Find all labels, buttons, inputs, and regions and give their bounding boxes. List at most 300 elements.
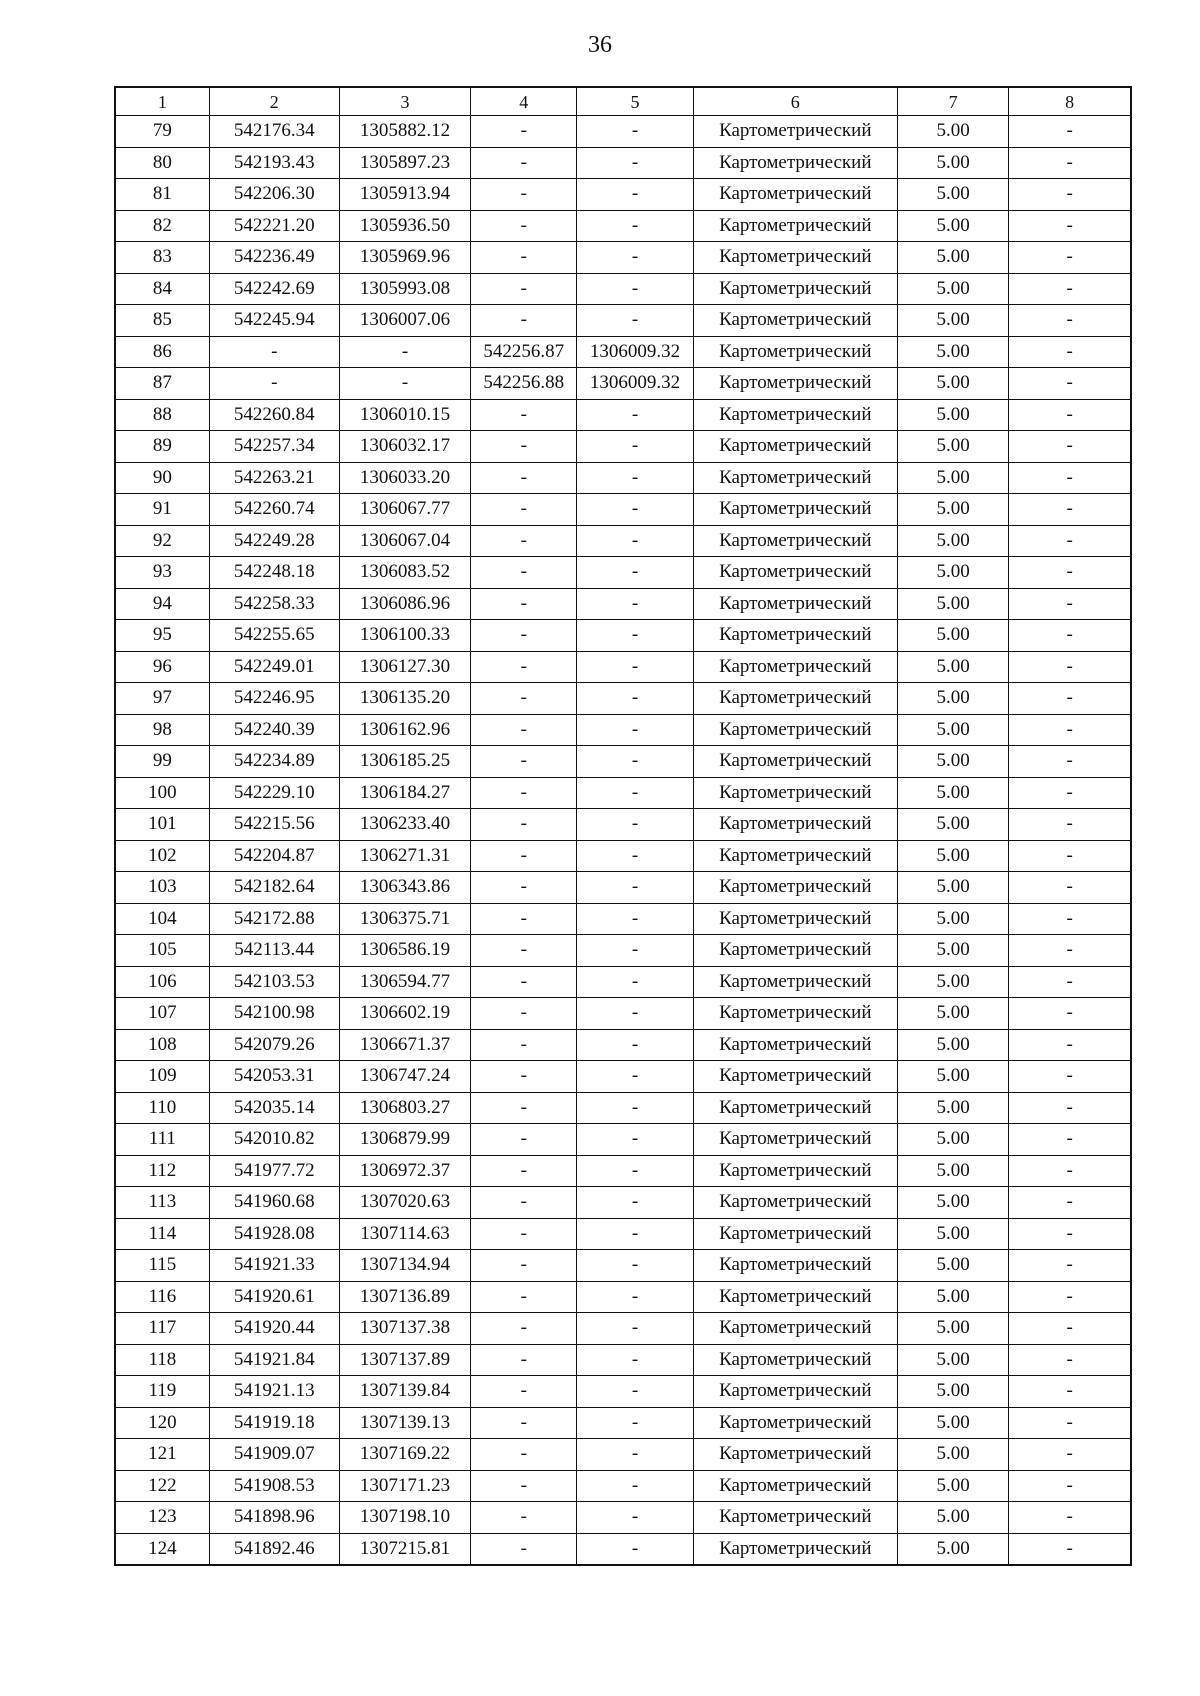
method-cell: Картометрический xyxy=(693,1407,897,1439)
note-cell: - xyxy=(1009,903,1131,935)
x-alt-coordinate-cell: - xyxy=(471,903,577,935)
accuracy-cell: 5.00 xyxy=(897,872,1008,904)
accuracy-cell: 5.00 xyxy=(897,1376,1008,1408)
x-coordinate-cell: 541921.13 xyxy=(209,1376,339,1408)
table-row xyxy=(115,746,1131,778)
x-alt-coordinate-cell: - xyxy=(471,1533,577,1565)
table-row xyxy=(115,399,1131,431)
x-coordinate-cell: 542221.20 xyxy=(209,210,339,242)
point-number-cell: 88 xyxy=(115,399,209,431)
x-alt-coordinate-cell: - xyxy=(471,651,577,683)
y-alt-coordinate-cell: - xyxy=(577,1502,693,1534)
method-cell: Картометрический xyxy=(693,147,897,179)
page-number: 36 xyxy=(588,32,612,58)
y-coordinate-cell: 1307198.10 xyxy=(339,1502,470,1534)
x-coordinate-cell: 542257.34 xyxy=(209,431,339,463)
x-alt-coordinate-cell: - xyxy=(471,462,577,494)
note-cell: - xyxy=(1009,147,1131,179)
method-cell: Картометрический xyxy=(693,1218,897,1250)
x-coordinate-cell: 542053.31 xyxy=(209,1061,339,1093)
table-row xyxy=(115,966,1131,998)
method-cell: Картометрический xyxy=(693,651,897,683)
note-cell: - xyxy=(1009,368,1131,400)
accuracy-cell: 5.00 xyxy=(897,1344,1008,1376)
x-coordinate-cell: 542255.65 xyxy=(209,620,339,652)
x-alt-coordinate-cell: - xyxy=(471,399,577,431)
x-coordinate-cell: 541909.07 xyxy=(209,1439,339,1471)
point-number-cell: 81 xyxy=(115,179,209,211)
y-alt-coordinate-cell: - xyxy=(577,714,693,746)
note-cell: - xyxy=(1009,305,1131,337)
x-coordinate-cell: 542249.01 xyxy=(209,651,339,683)
y-coordinate-cell: 1306162.96 xyxy=(339,714,470,746)
note-cell: - xyxy=(1009,557,1131,589)
y-alt-coordinate-cell: - xyxy=(577,210,693,242)
x-coordinate-cell: 542204.87 xyxy=(209,840,339,872)
note-cell: - xyxy=(1009,1502,1131,1534)
y-alt-coordinate-cell: - xyxy=(577,903,693,935)
accuracy-cell: 5.00 xyxy=(897,651,1008,683)
x-alt-coordinate-cell: - xyxy=(471,1061,577,1093)
y-alt-coordinate-cell: - xyxy=(577,1376,693,1408)
y-coordinate-cell: 1306594.77 xyxy=(339,966,470,998)
point-number-cell: 87 xyxy=(115,368,209,400)
y-alt-coordinate-cell: - xyxy=(577,1092,693,1124)
x-alt-coordinate-cell: - xyxy=(471,1439,577,1471)
accuracy-cell: 5.00 xyxy=(897,210,1008,242)
y-coordinate-cell: 1306602.19 xyxy=(339,998,470,1030)
x-alt-coordinate-cell: - xyxy=(471,872,577,904)
accuracy-cell: 5.00 xyxy=(897,620,1008,652)
y-coordinate-cell: 1307215.81 xyxy=(339,1533,470,1565)
method-cell: Картометрический xyxy=(693,462,897,494)
y-coordinate-cell: 1307020.63 xyxy=(339,1187,470,1219)
x-coordinate-cell: 541960.68 xyxy=(209,1187,339,1219)
method-cell: Картометрический xyxy=(693,1281,897,1313)
note-cell: - xyxy=(1009,935,1131,967)
y-alt-coordinate-cell: - xyxy=(577,1313,693,1345)
accuracy-cell: 5.00 xyxy=(897,1092,1008,1124)
table-row xyxy=(115,557,1131,589)
y-alt-coordinate-cell: - xyxy=(577,1155,693,1187)
note-cell: - xyxy=(1009,1250,1131,1282)
x-coordinate-cell: 542260.84 xyxy=(209,399,339,431)
y-coordinate-cell: 1305993.08 xyxy=(339,273,470,305)
accuracy-cell: 5.00 xyxy=(897,305,1008,337)
accuracy-cell: 5.00 xyxy=(897,809,1008,841)
x-alt-coordinate-cell: - xyxy=(471,1187,577,1219)
table-row xyxy=(115,179,1131,211)
x-alt-coordinate-cell: - xyxy=(471,1376,577,1408)
method-cell: Картометрический xyxy=(693,210,897,242)
y-coordinate-cell: 1305913.94 xyxy=(339,179,470,211)
accuracy-cell: 5.00 xyxy=(897,462,1008,494)
y-alt-coordinate-cell: - xyxy=(577,1187,693,1219)
y-coordinate-cell: 1305969.96 xyxy=(339,242,470,274)
point-number-cell: 108 xyxy=(115,1029,209,1061)
x-alt-coordinate-cell: - xyxy=(471,242,577,274)
method-cell: Картометрический xyxy=(693,998,897,1030)
note-cell: - xyxy=(1009,525,1131,557)
column-header: 5 xyxy=(577,87,693,116)
note-cell: - xyxy=(1009,1281,1131,1313)
column-header: 1 xyxy=(115,87,209,116)
x-alt-coordinate-cell: - xyxy=(471,777,577,809)
note-cell: - xyxy=(1009,840,1131,872)
note-cell: - xyxy=(1009,242,1131,274)
point-number-cell: 85 xyxy=(115,305,209,337)
x-coordinate-cell: 542263.21 xyxy=(209,462,339,494)
accuracy-cell: 5.00 xyxy=(897,588,1008,620)
x-alt-coordinate-cell: - xyxy=(471,557,577,589)
y-alt-coordinate-cell: - xyxy=(577,651,693,683)
x-alt-coordinate-cell: - xyxy=(471,1250,577,1282)
table-row xyxy=(115,1344,1131,1376)
table-row xyxy=(115,116,1131,148)
x-coordinate-cell: 542176.34 xyxy=(209,116,339,148)
x-coordinate-cell: 541920.44 xyxy=(209,1313,339,1345)
method-cell: Картометрический xyxy=(693,1061,897,1093)
x-coordinate-cell: 541919.18 xyxy=(209,1407,339,1439)
method-cell: Картометрический xyxy=(693,1376,897,1408)
point-number-cell: 103 xyxy=(115,872,209,904)
x-alt-coordinate-cell: - xyxy=(471,1029,577,1061)
y-alt-coordinate-cell: - xyxy=(577,494,693,526)
accuracy-cell: 5.00 xyxy=(897,1218,1008,1250)
table-row xyxy=(115,809,1131,841)
note-cell: - xyxy=(1009,1344,1131,1376)
x-coordinate-cell: 542172.88 xyxy=(209,903,339,935)
note-cell: - xyxy=(1009,1061,1131,1093)
table-row xyxy=(115,1470,1131,1502)
point-number-cell: 104 xyxy=(115,903,209,935)
y-coordinate-cell: 1306879.99 xyxy=(339,1124,470,1156)
point-number-cell: 120 xyxy=(115,1407,209,1439)
method-cell: Картометрический xyxy=(693,399,897,431)
column-header: 7 xyxy=(897,87,1008,116)
accuracy-cell: 5.00 xyxy=(897,336,1008,368)
note-cell: - xyxy=(1009,777,1131,809)
x-alt-coordinate-cell: - xyxy=(471,683,577,715)
method-cell: Картометрический xyxy=(693,1439,897,1471)
y-coordinate-cell: 1306083.52 xyxy=(339,557,470,589)
accuracy-cell: 5.00 xyxy=(897,1502,1008,1534)
method-cell: Картометрический xyxy=(693,494,897,526)
y-coordinate-cell: 1306067.04 xyxy=(339,525,470,557)
table-row xyxy=(115,525,1131,557)
method-cell: Картометрический xyxy=(693,431,897,463)
y-alt-coordinate-cell: - xyxy=(577,1124,693,1156)
x-alt-coordinate-cell: - xyxy=(471,588,577,620)
x-coordinate-cell: 541921.33 xyxy=(209,1250,339,1282)
accuracy-cell: 5.00 xyxy=(897,1124,1008,1156)
y-coordinate-cell: 1305882.12 xyxy=(339,116,470,148)
point-number-cell: 98 xyxy=(115,714,209,746)
x-alt-coordinate-cell: - xyxy=(471,1470,577,1502)
method-cell: Картометрический xyxy=(693,1313,897,1345)
note-cell: - xyxy=(1009,462,1131,494)
method-cell: Картометрический xyxy=(693,1124,897,1156)
table-row xyxy=(115,462,1131,494)
y-alt-coordinate-cell: - xyxy=(577,1439,693,1471)
point-number-cell: 92 xyxy=(115,525,209,557)
y-coordinate-cell: 1306586.19 xyxy=(339,935,470,967)
accuracy-cell: 5.00 xyxy=(897,273,1008,305)
table-row xyxy=(115,147,1131,179)
note-cell: - xyxy=(1009,966,1131,998)
table-row xyxy=(115,1061,1131,1093)
column-header: 3 xyxy=(339,87,470,116)
y-alt-coordinate-cell: - xyxy=(577,399,693,431)
method-cell: Картометрический xyxy=(693,683,897,715)
point-number-cell: 107 xyxy=(115,998,209,1030)
x-coordinate-cell: 542035.14 xyxy=(209,1092,339,1124)
y-alt-coordinate-cell: 1306009.32 xyxy=(577,368,693,400)
y-coordinate-cell: 1305936.50 xyxy=(339,210,470,242)
y-coordinate-cell: 1307139.84 xyxy=(339,1376,470,1408)
point-number-cell: 91 xyxy=(115,494,209,526)
y-coordinate-cell: 1306067.77 xyxy=(339,494,470,526)
method-cell: Картометрический xyxy=(693,1502,897,1534)
y-coordinate-cell: 1307136.89 xyxy=(339,1281,470,1313)
y-alt-coordinate-cell: - xyxy=(577,1218,693,1250)
x-alt-coordinate-cell: - xyxy=(471,431,577,463)
method-cell: Картометрический xyxy=(693,1470,897,1502)
x-coordinate-cell: 542103.53 xyxy=(209,966,339,998)
table-header-row xyxy=(115,87,1131,116)
point-number-cell: 112 xyxy=(115,1155,209,1187)
x-coordinate-cell: 542242.69 xyxy=(209,273,339,305)
method-cell: Картометрический xyxy=(693,777,897,809)
note-cell: - xyxy=(1009,1376,1131,1408)
x-coordinate-cell: 542234.89 xyxy=(209,746,339,778)
accuracy-cell: 5.00 xyxy=(897,179,1008,211)
x-coordinate-cell: 542079.26 xyxy=(209,1029,339,1061)
y-alt-coordinate-cell: - xyxy=(577,588,693,620)
x-coordinate-cell: 542206.30 xyxy=(209,179,339,211)
y-coordinate-cell: 1306972.37 xyxy=(339,1155,470,1187)
point-number-cell: 83 xyxy=(115,242,209,274)
point-number-cell: 110 xyxy=(115,1092,209,1124)
method-cell: Картометрический xyxy=(693,336,897,368)
y-coordinate-cell: 1305897.23 xyxy=(339,147,470,179)
note-cell: - xyxy=(1009,998,1131,1030)
point-number-cell: 118 xyxy=(115,1344,209,1376)
x-coordinate-cell: 542193.43 xyxy=(209,147,339,179)
point-number-cell: 101 xyxy=(115,809,209,841)
y-alt-coordinate-cell: - xyxy=(577,273,693,305)
x-coordinate-cell: 542240.39 xyxy=(209,714,339,746)
point-number-cell: 106 xyxy=(115,966,209,998)
y-coordinate-cell: 1306185.25 xyxy=(339,746,470,778)
method-cell: Картометрический xyxy=(693,935,897,967)
y-coordinate-cell: 1306033.20 xyxy=(339,462,470,494)
point-number-cell: 115 xyxy=(115,1250,209,1282)
point-number-cell: 82 xyxy=(115,210,209,242)
x-coordinate-cell: 542236.49 xyxy=(209,242,339,274)
accuracy-cell: 5.00 xyxy=(897,116,1008,148)
table-row xyxy=(115,840,1131,872)
note-cell: - xyxy=(1009,1155,1131,1187)
y-coordinate-cell: 1307169.22 xyxy=(339,1439,470,1471)
note-cell: - xyxy=(1009,809,1131,841)
table-row xyxy=(115,998,1131,1030)
x-alt-coordinate-cell: - xyxy=(471,210,577,242)
method-cell: Картометрический xyxy=(693,1092,897,1124)
accuracy-cell: 5.00 xyxy=(897,1029,1008,1061)
accuracy-cell: 5.00 xyxy=(897,966,1008,998)
x-alt-coordinate-cell: - xyxy=(471,305,577,337)
accuracy-cell: 5.00 xyxy=(897,777,1008,809)
x-alt-coordinate-cell: - xyxy=(471,1124,577,1156)
x-alt-coordinate-cell: - xyxy=(471,966,577,998)
x-alt-coordinate-cell: - xyxy=(471,116,577,148)
x-alt-coordinate-cell: - xyxy=(471,809,577,841)
note-cell: - xyxy=(1009,1029,1131,1061)
y-alt-coordinate-cell: - xyxy=(577,431,693,463)
x-alt-coordinate-cell: - xyxy=(471,1218,577,1250)
table-row xyxy=(115,588,1131,620)
x-coordinate-cell: 542215.56 xyxy=(209,809,339,841)
x-alt-coordinate-cell: 542256.88 xyxy=(471,368,577,400)
x-coordinate-cell: 542260.74 xyxy=(209,494,339,526)
point-number-cell: 114 xyxy=(115,1218,209,1250)
y-alt-coordinate-cell: - xyxy=(577,462,693,494)
y-alt-coordinate-cell: - xyxy=(577,1281,693,1313)
x-alt-coordinate-cell: - xyxy=(471,525,577,557)
y-alt-coordinate-cell: - xyxy=(577,1029,693,1061)
y-coordinate-cell: 1306135.20 xyxy=(339,683,470,715)
x-coordinate-cell: 542113.44 xyxy=(209,935,339,967)
y-coordinate-cell: 1306803.27 xyxy=(339,1092,470,1124)
method-cell: Картометрический xyxy=(693,525,897,557)
table-row xyxy=(115,683,1131,715)
x-alt-coordinate-cell: - xyxy=(471,935,577,967)
x-coordinate-cell: 541892.46 xyxy=(209,1533,339,1565)
table-row xyxy=(115,935,1131,967)
table-row xyxy=(115,494,1131,526)
table-body xyxy=(115,116,1131,1566)
y-alt-coordinate-cell: - xyxy=(577,305,693,337)
x-coordinate-cell: - xyxy=(209,368,339,400)
point-number-cell: 94 xyxy=(115,588,209,620)
method-cell: Картометрический xyxy=(693,809,897,841)
y-coordinate-cell: 1306032.17 xyxy=(339,431,470,463)
accuracy-cell: 5.00 xyxy=(897,683,1008,715)
accuracy-cell: 5.00 xyxy=(897,557,1008,589)
y-alt-coordinate-cell: - xyxy=(577,1344,693,1376)
y-coordinate-cell: 1306343.86 xyxy=(339,872,470,904)
y-alt-coordinate-cell: - xyxy=(577,1407,693,1439)
y-coordinate-cell: 1306671.37 xyxy=(339,1029,470,1061)
note-cell: - xyxy=(1009,1533,1131,1565)
table-row xyxy=(115,242,1131,274)
table-row xyxy=(115,872,1131,904)
point-number-cell: 96 xyxy=(115,651,209,683)
method-cell: Картометрический xyxy=(693,116,897,148)
point-number-cell: 79 xyxy=(115,116,209,148)
table-row xyxy=(115,1376,1131,1408)
method-cell: Картометрический xyxy=(693,305,897,337)
x-coordinate-cell: - xyxy=(209,336,339,368)
point-number-cell: 90 xyxy=(115,462,209,494)
accuracy-cell: 5.00 xyxy=(897,431,1008,463)
point-number-cell: 124 xyxy=(115,1533,209,1565)
y-coordinate-cell: 1307137.89 xyxy=(339,1344,470,1376)
y-coordinate-cell: 1306010.15 xyxy=(339,399,470,431)
note-cell: - xyxy=(1009,399,1131,431)
y-alt-coordinate-cell: - xyxy=(577,1533,693,1565)
y-coordinate-cell: 1306271.31 xyxy=(339,840,470,872)
note-cell: - xyxy=(1009,1187,1131,1219)
x-coordinate-cell: 542100.98 xyxy=(209,998,339,1030)
accuracy-cell: 5.00 xyxy=(897,1533,1008,1565)
accuracy-cell: 5.00 xyxy=(897,399,1008,431)
x-coordinate-cell: 541898.96 xyxy=(209,1502,339,1534)
coordinates-table xyxy=(114,86,1132,1566)
accuracy-cell: 5.00 xyxy=(897,935,1008,967)
column-header: 2 xyxy=(209,87,339,116)
note-cell: - xyxy=(1009,1470,1131,1502)
method-cell: Картометрический xyxy=(693,1029,897,1061)
y-coordinate-cell: 1307137.38 xyxy=(339,1313,470,1345)
method-cell: Картометрический xyxy=(693,714,897,746)
note-cell: - xyxy=(1009,116,1131,148)
x-coordinate-cell: 541908.53 xyxy=(209,1470,339,1502)
accuracy-cell: 5.00 xyxy=(897,1187,1008,1219)
x-alt-coordinate-cell: - xyxy=(471,714,577,746)
accuracy-cell: 5.00 xyxy=(897,714,1008,746)
x-coordinate-cell: 542245.94 xyxy=(209,305,339,337)
x-alt-coordinate-cell: - xyxy=(471,746,577,778)
x-coordinate-cell: 542229.10 xyxy=(209,777,339,809)
y-coordinate-cell: 1307139.13 xyxy=(339,1407,470,1439)
method-cell: Картометрический xyxy=(693,1187,897,1219)
method-cell: Картометрический xyxy=(693,242,897,274)
y-alt-coordinate-cell: - xyxy=(577,620,693,652)
y-coordinate-cell: 1307114.63 xyxy=(339,1218,470,1250)
table-row xyxy=(115,1502,1131,1534)
y-alt-coordinate-cell: - xyxy=(577,935,693,967)
point-number-cell: 97 xyxy=(115,683,209,715)
point-number-cell: 86 xyxy=(115,336,209,368)
point-number-cell: 93 xyxy=(115,557,209,589)
note-cell: - xyxy=(1009,588,1131,620)
accuracy-cell: 5.00 xyxy=(897,1407,1008,1439)
accuracy-cell: 5.00 xyxy=(897,525,1008,557)
point-number-cell: 113 xyxy=(115,1187,209,1219)
x-coordinate-cell: 541920.61 xyxy=(209,1281,339,1313)
note-cell: - xyxy=(1009,431,1131,463)
x-coordinate-cell: 542248.18 xyxy=(209,557,339,589)
table-row xyxy=(115,1029,1131,1061)
table-row xyxy=(115,1187,1131,1219)
method-cell: Картометрический xyxy=(693,273,897,305)
accuracy-cell: 5.00 xyxy=(897,746,1008,778)
y-alt-coordinate-cell: - xyxy=(577,1470,693,1502)
note-cell: - xyxy=(1009,1439,1131,1471)
method-cell: Картометрический xyxy=(693,746,897,778)
note-cell: - xyxy=(1009,1407,1131,1439)
accuracy-cell: 5.00 xyxy=(897,1155,1008,1187)
accuracy-cell: 5.00 xyxy=(897,840,1008,872)
x-coordinate-cell: 542258.33 xyxy=(209,588,339,620)
x-coordinate-cell: 542249.28 xyxy=(209,525,339,557)
table-row xyxy=(115,903,1131,935)
point-number-cell: 95 xyxy=(115,620,209,652)
y-alt-coordinate-cell: - xyxy=(577,1250,693,1282)
table-row xyxy=(115,651,1131,683)
